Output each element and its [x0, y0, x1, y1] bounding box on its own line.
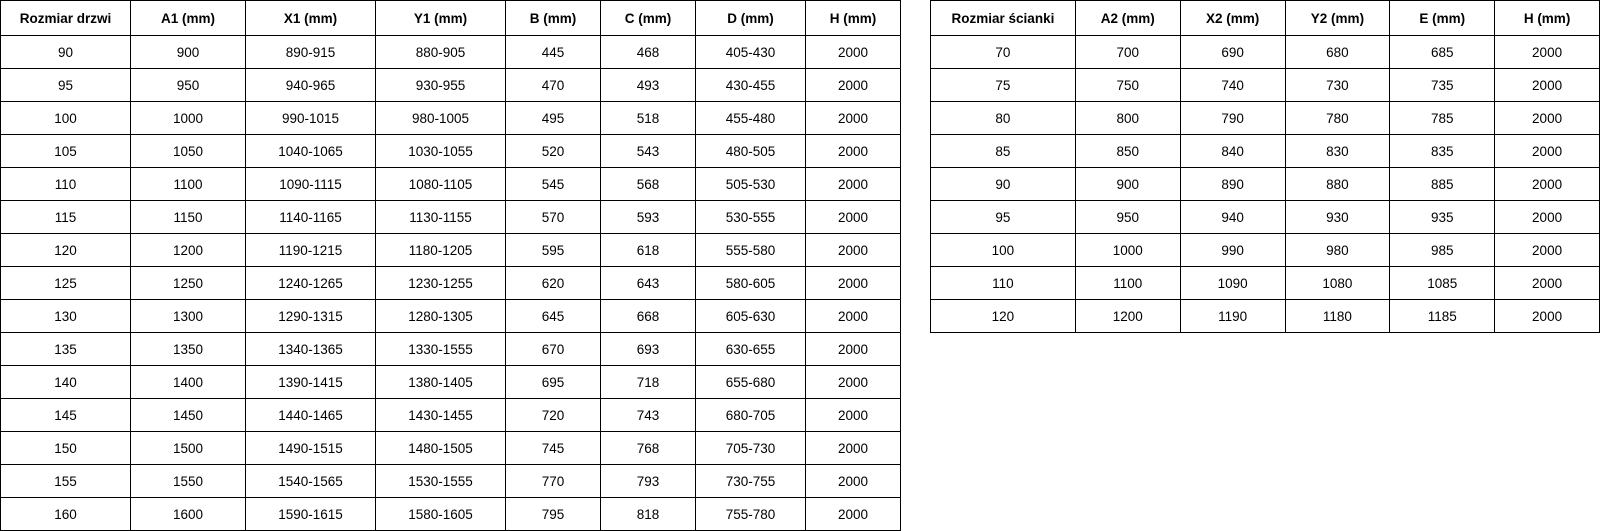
table-cell: 1100 [131, 168, 246, 201]
table-cell: 1590-1615 [246, 498, 376, 531]
table-cell: 80 [931, 102, 1076, 135]
table-cell: 795 [506, 498, 601, 531]
table-row [1, 135, 901, 168]
table-cell: 880 [1285, 168, 1390, 201]
table-cell: 990-1015 [246, 102, 376, 135]
table-cell: 95 [1, 69, 131, 102]
table-cell: 740 [1180, 69, 1285, 102]
table-cell: 2000 [806, 300, 901, 333]
table-cell: 700 [1075, 36, 1180, 69]
table-row [1, 333, 901, 366]
table-row [1, 300, 901, 333]
table-cell: 1430-1455 [376, 399, 506, 432]
table-cell: 2000 [806, 498, 901, 531]
table-header-row [1, 1, 901, 36]
table-cell: 140 [1, 366, 131, 399]
table-cell: 2000 [806, 69, 901, 102]
table-cell: 2000 [1495, 300, 1600, 333]
table-cell: 750 [1075, 69, 1180, 102]
table-cell: 1350 [131, 333, 246, 366]
table-row [1, 399, 901, 432]
table-row [1, 69, 901, 102]
table-cell: 730-755 [696, 465, 806, 498]
table-cell: 670 [506, 333, 601, 366]
table-cell: 1040-1065 [246, 135, 376, 168]
table-cell: 880-905 [376, 36, 506, 69]
column-header: H (mm) [806, 1, 901, 36]
table-cell: 2000 [806, 234, 901, 267]
table-cell: 935 [1390, 201, 1495, 234]
table-cell: 800 [1075, 102, 1180, 135]
table-cell: 1480-1505 [376, 432, 506, 465]
table-cell: 155 [1, 465, 131, 498]
table-cell: 430-455 [696, 69, 806, 102]
table-cell: 885 [1390, 168, 1495, 201]
table-cell: 160 [1, 498, 131, 531]
table-cell: 1490-1515 [246, 432, 376, 465]
table-cell: 455-480 [696, 102, 806, 135]
column-header: Y2 (mm) [1285, 1, 1390, 36]
table-cell: 95 [931, 201, 1076, 234]
table-cell: 1250 [131, 267, 246, 300]
table-cell: 1530-1555 [376, 465, 506, 498]
table-cell: 1190-1215 [246, 234, 376, 267]
table-cell: 110 [1, 168, 131, 201]
table-cell: 518 [601, 102, 696, 135]
table-cell: 818 [601, 498, 696, 531]
table-row [1, 465, 901, 498]
column-header: A2 (mm) [1075, 1, 1180, 36]
table-row [931, 36, 1600, 69]
table-header-row [931, 1, 1600, 36]
table-row [1, 102, 901, 135]
table-cell: 2000 [1495, 234, 1600, 267]
table-cell: 890 [1180, 168, 1285, 201]
table-cell: 2000 [806, 201, 901, 234]
table-cell: 793 [601, 465, 696, 498]
table-cell: 110 [931, 267, 1076, 300]
table-cell: 693 [601, 333, 696, 366]
table-cell: 1330-1555 [376, 333, 506, 366]
table-cell: 680 [1285, 36, 1390, 69]
table-cell: 570 [506, 201, 601, 234]
table-cell: 695 [506, 366, 601, 399]
table-cell: 150 [1, 432, 131, 465]
table-row [931, 201, 1600, 234]
table-cell: 1130-1155 [376, 201, 506, 234]
table-cell: 1150 [131, 201, 246, 234]
table-cell: 1390-1415 [246, 366, 376, 399]
table-cell: 940 [1180, 201, 1285, 234]
table-cell: 620 [506, 267, 601, 300]
table-cell: 618 [601, 234, 696, 267]
table-cell: 2000 [1495, 69, 1600, 102]
table-cell: 1450 [131, 399, 246, 432]
table-cell: 950 [1075, 201, 1180, 234]
table-cell: 520 [506, 135, 601, 168]
table-cell: 1050 [131, 135, 246, 168]
table-cell: 480-505 [696, 135, 806, 168]
table-cell: 835 [1390, 135, 1495, 168]
table-cell: 2000 [1495, 135, 1600, 168]
table-cell: 985 [1390, 234, 1495, 267]
table-cell: 1185 [1390, 300, 1495, 333]
table-cell: 1080 [1285, 267, 1390, 300]
table-cell: 930-955 [376, 69, 506, 102]
table-cell: 900 [1075, 168, 1180, 201]
table-cell: 2000 [806, 36, 901, 69]
table-cell: 630-655 [696, 333, 806, 366]
table-cell: 655-680 [696, 366, 806, 399]
column-header: Y1 (mm) [376, 1, 506, 36]
table-cell: 980-1005 [376, 102, 506, 135]
table-cell: 1400 [131, 366, 246, 399]
table-cell: 100 [1, 102, 131, 135]
table-cell: 1140-1165 [246, 201, 376, 234]
table-cell: 2000 [806, 333, 901, 366]
table-cell: 1500 [131, 432, 246, 465]
table-cell: 2000 [1495, 267, 1600, 300]
table-cell: 1440-1465 [246, 399, 376, 432]
table-cell: 735 [1390, 69, 1495, 102]
table-cell: 493 [601, 69, 696, 102]
table-cell: 90 [1, 36, 131, 69]
column-header: A1 (mm) [131, 1, 246, 36]
table-row [931, 69, 1600, 102]
table-cell: 1000 [131, 102, 246, 135]
table-cell: 495 [506, 102, 601, 135]
table-cell: 1200 [1075, 300, 1180, 333]
table-cell: 470 [506, 69, 601, 102]
table-cell: 768 [601, 432, 696, 465]
table-cell: 890-915 [246, 36, 376, 69]
table-cell: 2000 [1495, 168, 1600, 201]
table-cell: 900 [131, 36, 246, 69]
table-row [1, 498, 901, 531]
table-cell: 605-630 [696, 300, 806, 333]
table-row [931, 267, 1600, 300]
table-row [931, 300, 1600, 333]
table-cell: 1600 [131, 498, 246, 531]
table-cell: 950 [131, 69, 246, 102]
table-cell: 135 [1, 333, 131, 366]
table-row [1, 234, 901, 267]
table-cell: 1085 [1390, 267, 1495, 300]
column-header: X2 (mm) [1180, 1, 1285, 36]
table-cell: 780 [1285, 102, 1390, 135]
table-cell: 2000 [806, 168, 901, 201]
table-cell: 720 [506, 399, 601, 432]
table-cell: 120 [1, 234, 131, 267]
table-cell: 2000 [1495, 201, 1600, 234]
table-cell: 85 [931, 135, 1076, 168]
table-cell: 2000 [1495, 36, 1600, 69]
table-cell: 568 [601, 168, 696, 201]
table-cell: 705-730 [696, 432, 806, 465]
table-cell: 125 [1, 267, 131, 300]
table-cell: 785 [1390, 102, 1495, 135]
column-header: H (mm) [1495, 1, 1600, 36]
table-cell: 1540-1565 [246, 465, 376, 498]
table-cell: 1290-1315 [246, 300, 376, 333]
table-cell: 1550 [131, 465, 246, 498]
table-cell: 1090-1115 [246, 168, 376, 201]
table-cell: 680-705 [696, 399, 806, 432]
table-cell: 840 [1180, 135, 1285, 168]
table-cell: 2000 [806, 432, 901, 465]
table-cell: 743 [601, 399, 696, 432]
table-cell: 1090 [1180, 267, 1285, 300]
table-cell: 75 [931, 69, 1076, 102]
column-header: X1 (mm) [246, 1, 376, 36]
table-cell: 580-605 [696, 267, 806, 300]
table-cell: 593 [601, 201, 696, 234]
table-cell: 2000 [1495, 102, 1600, 135]
table-cell: 1380-1405 [376, 366, 506, 399]
table-cell: 2000 [806, 399, 901, 432]
table-row [931, 135, 1600, 168]
table-cell: 130 [1, 300, 131, 333]
table-cell: 1180-1205 [376, 234, 506, 267]
table-cell: 830 [1285, 135, 1390, 168]
table-cell: 718 [601, 366, 696, 399]
table-row [1, 201, 901, 234]
table-cell: 505-530 [696, 168, 806, 201]
column-header: Rozmiar ścianki [931, 1, 1076, 36]
table-cell: 2000 [806, 267, 901, 300]
table-cell: 1300 [131, 300, 246, 333]
table-cell: 770 [506, 465, 601, 498]
table-cell: 1190 [1180, 300, 1285, 333]
table-row [1, 267, 901, 300]
column-header: B (mm) [506, 1, 601, 36]
table-cell: 1280-1305 [376, 300, 506, 333]
table-cell: 1580-1605 [376, 498, 506, 531]
table-cell: 2000 [806, 366, 901, 399]
table-cell: 940-965 [246, 69, 376, 102]
column-header: E (mm) [1390, 1, 1495, 36]
column-header: C (mm) [601, 1, 696, 36]
table-cell: 668 [601, 300, 696, 333]
table-cell: 115 [1, 201, 131, 234]
column-header: D (mm) [696, 1, 806, 36]
table-cell: 105 [1, 135, 131, 168]
table-row [931, 234, 1600, 267]
table-cell: 445 [506, 36, 601, 69]
table-row [1, 366, 901, 399]
table-row [1, 36, 901, 69]
table-cell: 755-780 [696, 498, 806, 531]
table-cell: 1230-1255 [376, 267, 506, 300]
table-cell: 2000 [806, 135, 901, 168]
wall-dimensions-table [930, 0, 1600, 333]
table-cell: 405-430 [696, 36, 806, 69]
table-row [1, 168, 901, 201]
table-row [931, 102, 1600, 135]
table-cell: 555-580 [696, 234, 806, 267]
table-cell: 595 [506, 234, 601, 267]
table-cell: 1030-1055 [376, 135, 506, 168]
table-cell: 1340-1365 [246, 333, 376, 366]
table-cell: 745 [506, 432, 601, 465]
table-cell: 790 [1180, 102, 1285, 135]
table-row [931, 168, 1600, 201]
table-cell: 850 [1075, 135, 1180, 168]
table-cell: 990 [1180, 234, 1285, 267]
table-cell: 730 [1285, 69, 1390, 102]
table-cell: 1000 [1075, 234, 1180, 267]
table-cell: 1080-1105 [376, 168, 506, 201]
table-cell: 645 [506, 300, 601, 333]
table-cell: 685 [1390, 36, 1495, 69]
table-cell: 90 [931, 168, 1076, 201]
table-cell: 70 [931, 36, 1076, 69]
table-cell: 1240-1265 [246, 267, 376, 300]
table-cell: 1100 [1075, 267, 1180, 300]
table-cell: 643 [601, 267, 696, 300]
column-header: Rozmiar drzwi [1, 1, 131, 36]
table-cell: 1200 [131, 234, 246, 267]
table-cell: 2000 [806, 102, 901, 135]
table-cell: 930 [1285, 201, 1390, 234]
table-row [1, 432, 901, 465]
table-cell: 543 [601, 135, 696, 168]
table-cell: 980 [1285, 234, 1390, 267]
table-cell: 690 [1180, 36, 1285, 69]
table-cell: 1180 [1285, 300, 1390, 333]
table-cell: 145 [1, 399, 131, 432]
table-cell: 120 [931, 300, 1076, 333]
table-cell: 545 [506, 168, 601, 201]
table-cell: 100 [931, 234, 1076, 267]
table-cell: 2000 [806, 465, 901, 498]
table-cell: 468 [601, 36, 696, 69]
table-cell: 530-555 [696, 201, 806, 234]
wall-dimensions-table-container [930, 0, 1600, 333]
